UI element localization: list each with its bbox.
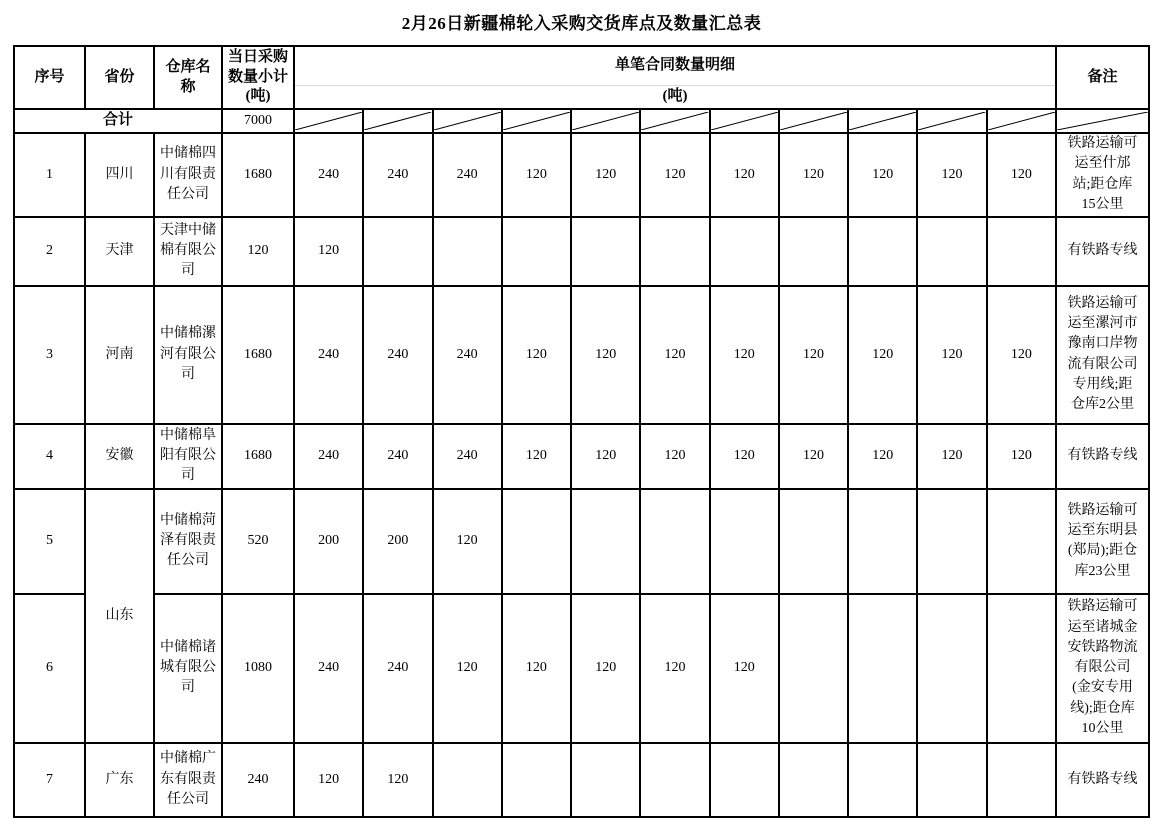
cell-detail: 120 (640, 286, 709, 424)
cell-detail: 120 (502, 286, 571, 424)
table-row (14, 217, 1149, 286)
cell-detail: 120 (987, 424, 1056, 489)
page-title: 2月26日新疆棉轮入采购交货库点及数量汇总表 (401, 14, 762, 33)
cell-detail (917, 217, 986, 286)
diagonal-slash-icon (641, 112, 708, 130)
cell-detail (710, 217, 779, 286)
cell-detail (502, 489, 571, 594)
cell-detail (779, 489, 848, 594)
cell-detail (917, 594, 986, 743)
cell-detail: 240 (294, 133, 363, 217)
header-contract-detail (294, 46, 1056, 109)
cell-subtotal: 1680 (222, 133, 294, 217)
cell-seq: 4 (14, 424, 85, 489)
cell-seq: 7 (14, 743, 85, 817)
header-row (14, 46, 1149, 109)
cell-detail (710, 489, 779, 594)
cell-subtotal: 240 (222, 743, 294, 817)
cell-seq: 6 (14, 594, 85, 743)
diagonal-slash-icon (780, 112, 847, 130)
cell-detail: 120 (294, 743, 363, 817)
cell-detail: 120 (571, 286, 640, 424)
cell-warehouse: 中储棉广东有限责任公司 (154, 743, 222, 817)
diagonal-slash-icon (295, 112, 362, 130)
cell-detail: 120 (433, 489, 502, 594)
cell-detail: 240 (363, 424, 432, 489)
cell-detail: 120 (571, 424, 640, 489)
total-detail-slash-cell (710, 109, 779, 133)
cell-detail: 120 (294, 217, 363, 286)
cell-detail: 120 (848, 133, 917, 217)
cell-detail (848, 489, 917, 594)
total-label: 合计 (14, 109, 222, 133)
cell-remark: 铁路运输可运至诸城金安铁路物流有限公司(金安专用线);距仓库10公里 (1056, 594, 1149, 743)
cell-detail: 120 (710, 133, 779, 217)
cell-detail: 120 (917, 286, 986, 424)
cell-detail: 120 (917, 133, 986, 217)
cell-seq: 3 (14, 286, 85, 424)
cell-detail (987, 489, 1056, 594)
cell-detail: 120 (640, 424, 709, 489)
diagonal-slash-icon (572, 112, 639, 130)
cell-detail (779, 743, 848, 817)
cell-detail (987, 594, 1056, 743)
cell-warehouse: 中储棉阜阳有限公司 (154, 424, 222, 489)
cell-detail: 240 (433, 133, 502, 217)
total-detail-slash-cell (917, 109, 986, 133)
total-value: 7000 (222, 109, 294, 133)
cell-detail (571, 743, 640, 817)
cell-detail: 120 (571, 594, 640, 743)
table-row (14, 594, 1149, 743)
cell-warehouse: 天津中储棉有限公司 (154, 217, 222, 286)
header-province: 省份 (85, 46, 154, 109)
summary-table (13, 45, 1150, 818)
cell-detail: 120 (502, 133, 571, 217)
cell-seq: 2 (14, 217, 85, 286)
cell-detail (848, 217, 917, 286)
cell-subtotal: 520 (222, 489, 294, 594)
table-row (14, 133, 1149, 217)
cell-warehouse: 中储棉四川有限责任公司 (154, 133, 222, 217)
cell-detail (779, 217, 848, 286)
header-remark: 备注 (1056, 46, 1149, 109)
total-detail-slash-cell (848, 109, 917, 133)
cell-detail (363, 217, 432, 286)
cell-detail: 120 (779, 133, 848, 217)
cell-remark: 铁路运输可运至什邡站;距仓库15公里 (1056, 133, 1149, 217)
header-daily-subtotal: 当日采购数量小计(吨) (222, 46, 294, 109)
cell-detail (987, 217, 1056, 286)
cell-detail (433, 217, 502, 286)
cell-province: 天津 (85, 217, 154, 286)
diagonal-slash-icon (503, 112, 570, 130)
cell-province: 山东 (85, 489, 154, 743)
table-row (14, 424, 1149, 489)
cell-detail: 120 (987, 133, 1056, 217)
cell-detail: 240 (433, 424, 502, 489)
cell-detail (917, 743, 986, 817)
cell-detail: 120 (363, 743, 432, 817)
cell-subtotal: 1680 (222, 424, 294, 489)
total-detail-slash-cell (987, 109, 1056, 133)
header-warehouse: 仓库名称 (154, 46, 222, 109)
header-contract-detail-unit: (吨) (662, 87, 688, 104)
cell-province: 四川 (85, 133, 154, 217)
cell-detail: 240 (363, 133, 432, 217)
cell-detail: 240 (294, 286, 363, 424)
table-row (14, 743, 1149, 817)
total-detail-slash-cell (502, 109, 571, 133)
diagonal-slash-icon (1057, 112, 1148, 130)
cell-remark: 铁路运输可运至漯河市豫南口岸物流有限公司专用线;距仓库2公里 (1056, 286, 1149, 424)
cell-detail: 240 (294, 424, 363, 489)
cell-detail: 200 (363, 489, 432, 594)
cell-detail: 200 (294, 489, 363, 594)
diagonal-slash-icon (711, 112, 778, 130)
cell-remark: 铁路运输可运至东明县(郑局);距仓库23公里 (1056, 489, 1149, 594)
cell-detail: 240 (363, 286, 432, 424)
cell-detail: 120 (502, 424, 571, 489)
cell-detail (917, 489, 986, 594)
cell-seq: 1 (14, 133, 85, 217)
cell-detail (502, 743, 571, 817)
diagonal-slash-icon (918, 112, 985, 130)
cell-detail: 120 (848, 286, 917, 424)
header-seq: 序号 (14, 46, 85, 109)
cell-seq: 5 (14, 489, 85, 594)
cell-detail (433, 743, 502, 817)
diagonal-slash-icon (364, 112, 431, 130)
cell-detail: 120 (502, 594, 571, 743)
cell-detail: 120 (917, 424, 986, 489)
cell-detail: 240 (294, 594, 363, 743)
cell-detail: 240 (363, 594, 432, 743)
cell-warehouse: 中储棉菏泽有限责任公司 (154, 489, 222, 594)
cell-detail: 120 (640, 133, 709, 217)
cell-detail: 120 (779, 424, 848, 489)
cell-detail (640, 217, 709, 286)
total-detail-slash-cell (640, 109, 709, 133)
cell-detail (571, 217, 640, 286)
table-row (14, 286, 1149, 424)
cell-warehouse: 中储棉诸城有限公司 (154, 594, 222, 743)
cell-subtotal: 1080 (222, 594, 294, 743)
cell-detail (987, 743, 1056, 817)
total-detail-slash-cell (571, 109, 640, 133)
cell-province: 广东 (85, 743, 154, 817)
cell-warehouse: 中储棉漯河有限公司 (154, 286, 222, 424)
cell-detail: 120 (710, 594, 779, 743)
table-body (14, 109, 1149, 817)
total-row (14, 109, 1149, 133)
cell-detail (640, 743, 709, 817)
cell-detail: 120 (848, 424, 917, 489)
cell-remark: 有铁路专线 (1056, 217, 1149, 286)
total-detail-slash-cell (363, 109, 432, 133)
diagonal-slash-icon (849, 112, 916, 130)
cell-detail: 120 (710, 286, 779, 424)
cell-detail: 120 (433, 594, 502, 743)
cell-subtotal: 1680 (222, 286, 294, 424)
table-row (14, 489, 1149, 594)
cell-remark: 有铁路专线 (1056, 424, 1149, 489)
cell-detail (502, 217, 571, 286)
cell-detail (710, 743, 779, 817)
cell-province: 河南 (85, 286, 154, 424)
cell-detail: 240 (433, 286, 502, 424)
diagonal-slash-icon (988, 112, 1055, 130)
cell-detail (848, 594, 917, 743)
cell-detail (848, 743, 917, 817)
cell-detail: 120 (710, 424, 779, 489)
cell-province: 安徽 (85, 424, 154, 489)
total-remark-slash-cell (1056, 109, 1149, 133)
cell-detail: 120 (779, 286, 848, 424)
total-detail-slash-cell (294, 109, 363, 133)
cell-detail: 120 (987, 286, 1056, 424)
cell-remark: 有铁路专线 (1056, 743, 1149, 817)
cell-detail (571, 489, 640, 594)
cell-subtotal: 120 (222, 217, 294, 286)
cell-detail (640, 489, 709, 594)
total-detail-slash-cell (433, 109, 502, 133)
diagonal-slash-icon (434, 112, 501, 130)
cell-detail (779, 594, 848, 743)
cell-detail: 120 (571, 133, 640, 217)
header-contract-detail-label: 单笔合同数量明细 (295, 48, 1055, 86)
cell-detail: 120 (640, 594, 709, 743)
total-detail-slash-cell (779, 109, 848, 133)
